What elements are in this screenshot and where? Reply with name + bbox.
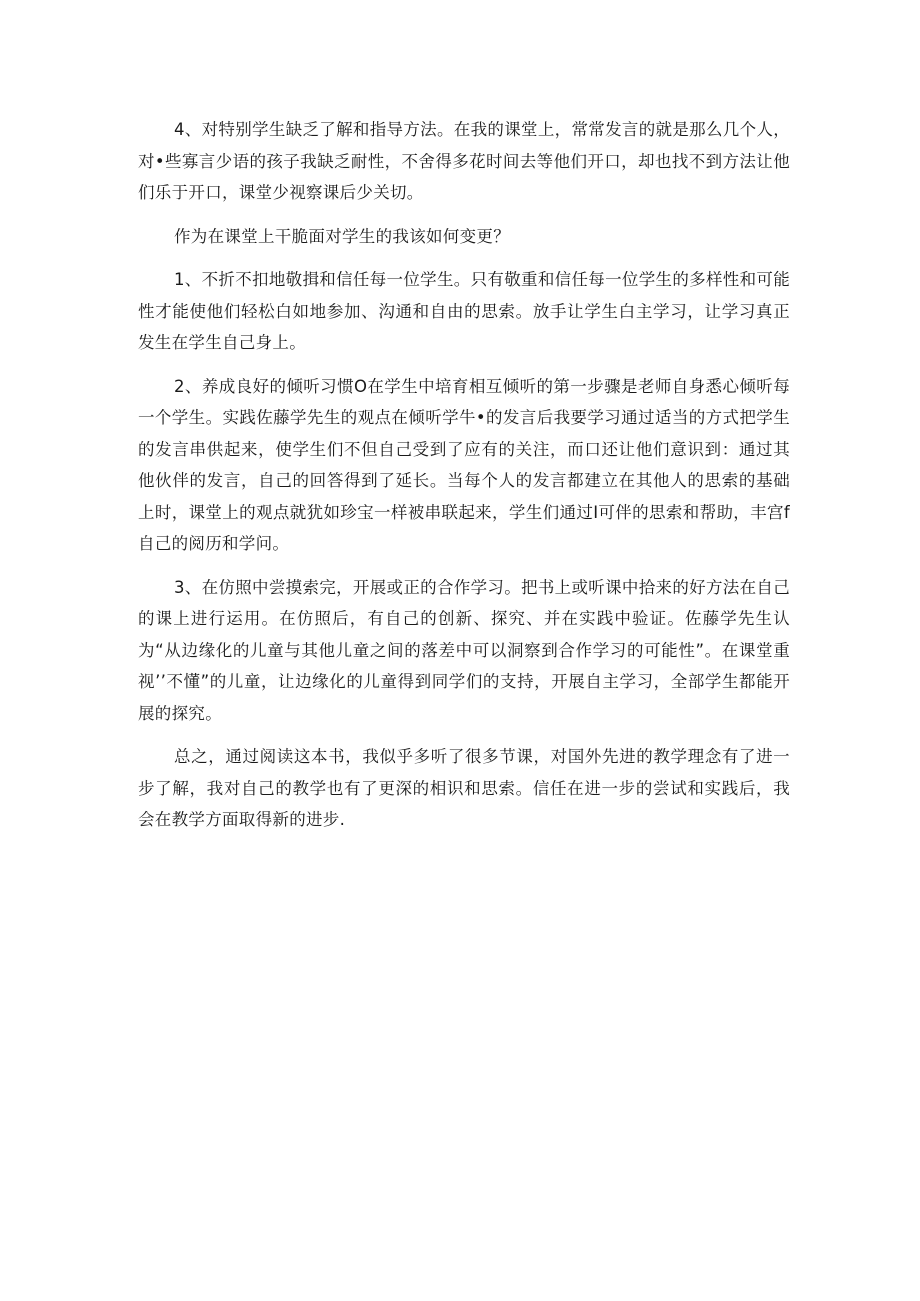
paragraph-2: 作为在课堂上干脆面对学生的我该如何变更？ (174, 226, 510, 246)
paragraph-4: 2、养成良好的倾听习惯O在学生中培育相互倾听的第一步骤是老师自身悉心倾听每一个学生。实践佐藤学先生的观点在倾听学牛•的发言后我要学习通过适当的方式把学生的发言串供起来，使学生们不但自己受到了应有的关注，而口还让他们意识到：通过其他伙伴的发言，自己的回答得到了延长。当每个人的发言都建立在其他人的思索的基础上时，课堂上的观点就犹如珍宝一样被串联起来，学生们通过I可伴的思索和帮助，丰宫f自己的阅历和学问。 (138, 376, 790, 553)
paragraph-5: 3、在仿照中尝摸索完，开展或正的合作学习。把书上或听课中拾来的好方法在自己的课上进行运用。在仿照后，有自己的创新、探究、并在实践中验证。佐藤学先生认为“从边缘化的儿童与其他儿童之间的落差中可以洞察到合作学习的可能性”。在课堂重视’’不懂”的儿童，让边缘化的儿童得到同学们的支持，开展自主学习，全部学生都能开展的探究。 (138, 577, 790, 723)
paragraph-3: 1、不折不扣地敬揖和信任每一位学生。只有敬重和信任每一位学生的多样性和可能性才能使他们轻松白如地参加、沟通和自由的思索。放手让学生白主学习，让学习真正发生在学生自己身上。 (138, 270, 790, 352)
paragraph-6: 总之，通过阅读这本书，我似乎多听了很多节课，对国外先进的教学理念有了进一步了解，我对自己的教学也有了更深的相识和思索。信任在进一步的尝试和实践后，我会在教学方面取得新的进步. (138, 747, 790, 829)
paragraph-1: 4、对特别学生缺乏了解和指导方法。在我的课堂上，常常发言的就是那么几个人，对•些寡言少语的孩子我缺乏耐性，不舍得多花时间去等他们开口，却也找不到方法让他们乐于开口，课堂少视察课后少关切。 (138, 120, 790, 202)
document-body (138, 114, 790, 848)
